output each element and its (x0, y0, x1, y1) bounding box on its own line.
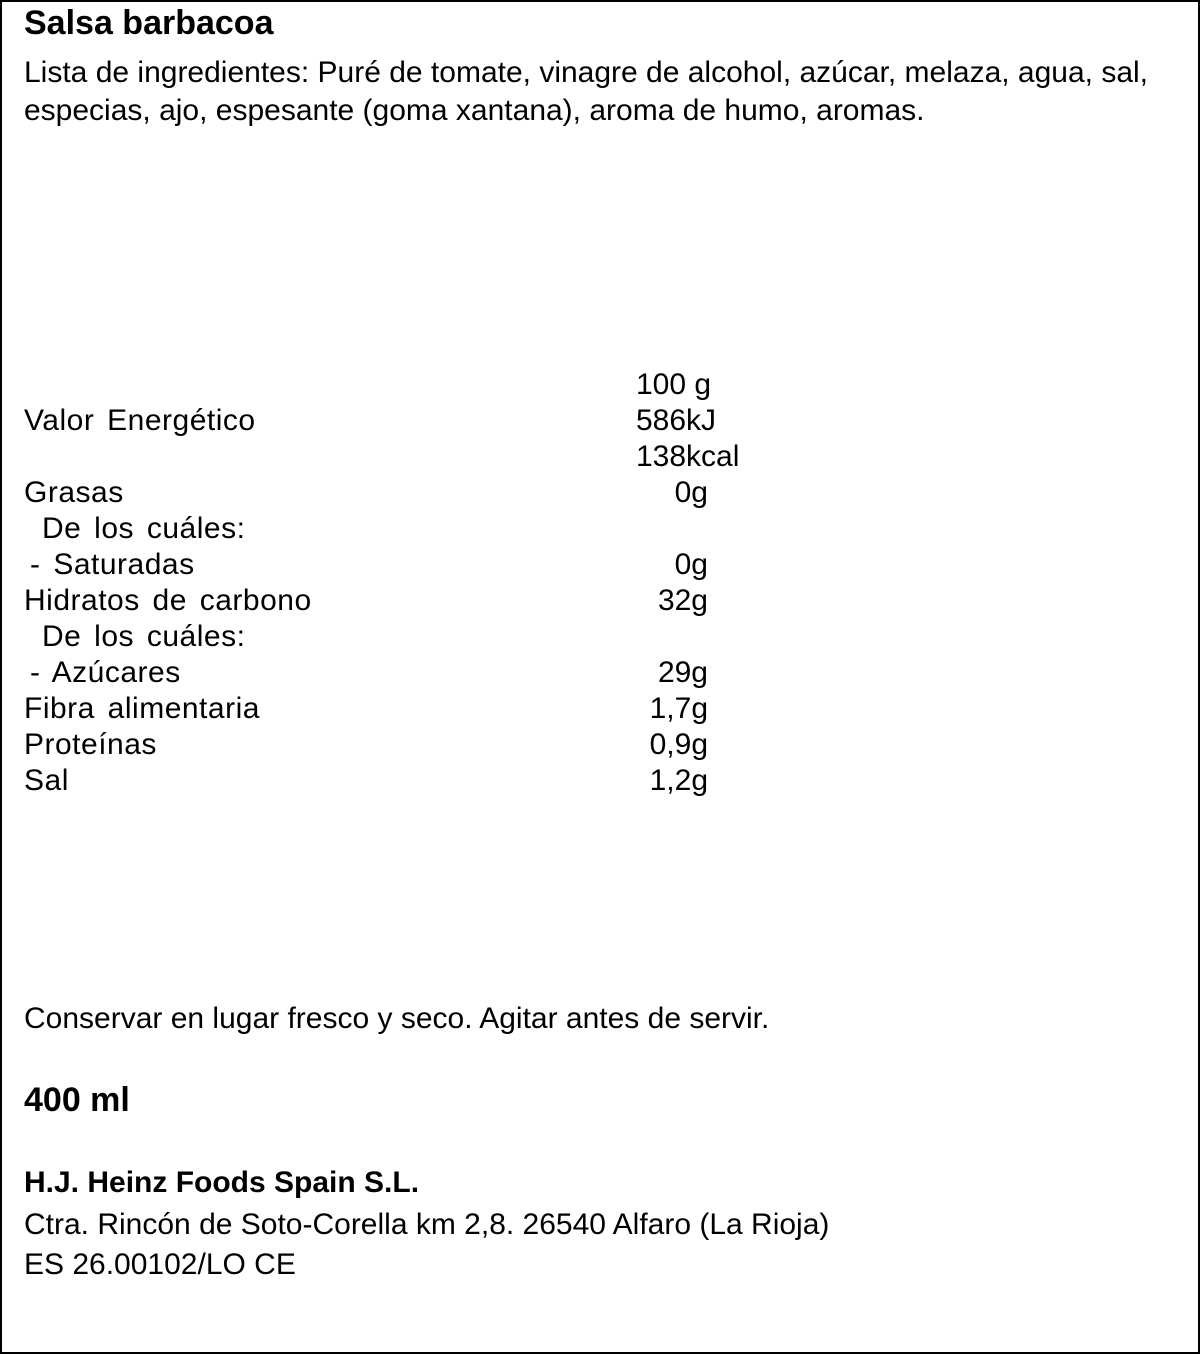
nutrient-value-saturated: 0g (674, 548, 708, 581)
nutrient-value-fiber: 1,7g (649, 692, 708, 725)
company-name: H.J. Heinz Foods Spain S.L. (24, 1166, 420, 1199)
ingredients-list: Lista de ingredientes: Puré de tomate, vinagre de alcohol, azúcar, melaza, agua, sal, especias, ajo, espesante (goma xantana), aroma de humo, aromas. (24, 56, 1149, 127)
storage-instructions: Conservar en lugar fresco y seco. Agitar antes de servir. (24, 1002, 770, 1035)
nutrient-value-carbohydrates: 32g (657, 584, 708, 617)
nutrient-label-sugars: - Azúcares (30, 656, 181, 689)
energy-label: Valor Energético (24, 404, 256, 437)
nutrient-value-fat: 0g (674, 476, 708, 509)
product-title: Salsa barbacoa (24, 4, 274, 42)
nutrient-label-subheader: De los cuáles: (42, 620, 246, 653)
nutrient-label-salt: Sal (24, 764, 69, 797)
nutrient-label-subheader: De los cuáles: (42, 512, 246, 545)
registration-code: ES 26.00102/LO CE (24, 1248, 296, 1281)
nutrient-value-sugars: 29g (657, 656, 708, 689)
nutrient-value-protein: 0,9g (649, 728, 708, 761)
nutrient-value-salt: 1,2g (649, 764, 708, 797)
company-address: Ctra. Rincón de Soto-Corella km 2,8. 26540 Alfaro (La Rioja) (24, 1208, 830, 1241)
nutrition-column-header: 100 g (636, 368, 712, 401)
net-volume: 400 ml (24, 1081, 130, 1119)
nutrient-label-fiber: Fibra alimentaria (24, 692, 260, 725)
nutrient-label-carbohydrates: Hidratos de carbono (24, 584, 312, 617)
nutrient-label-protein: Proteínas (24, 728, 157, 761)
energy-kcal-value: 138kcal (636, 440, 740, 473)
nutrient-label-saturated: - Saturadas (30, 548, 195, 581)
nutrient-label-fat: Grasas (24, 476, 124, 509)
energy-kj-value: 586kJ (636, 404, 717, 437)
